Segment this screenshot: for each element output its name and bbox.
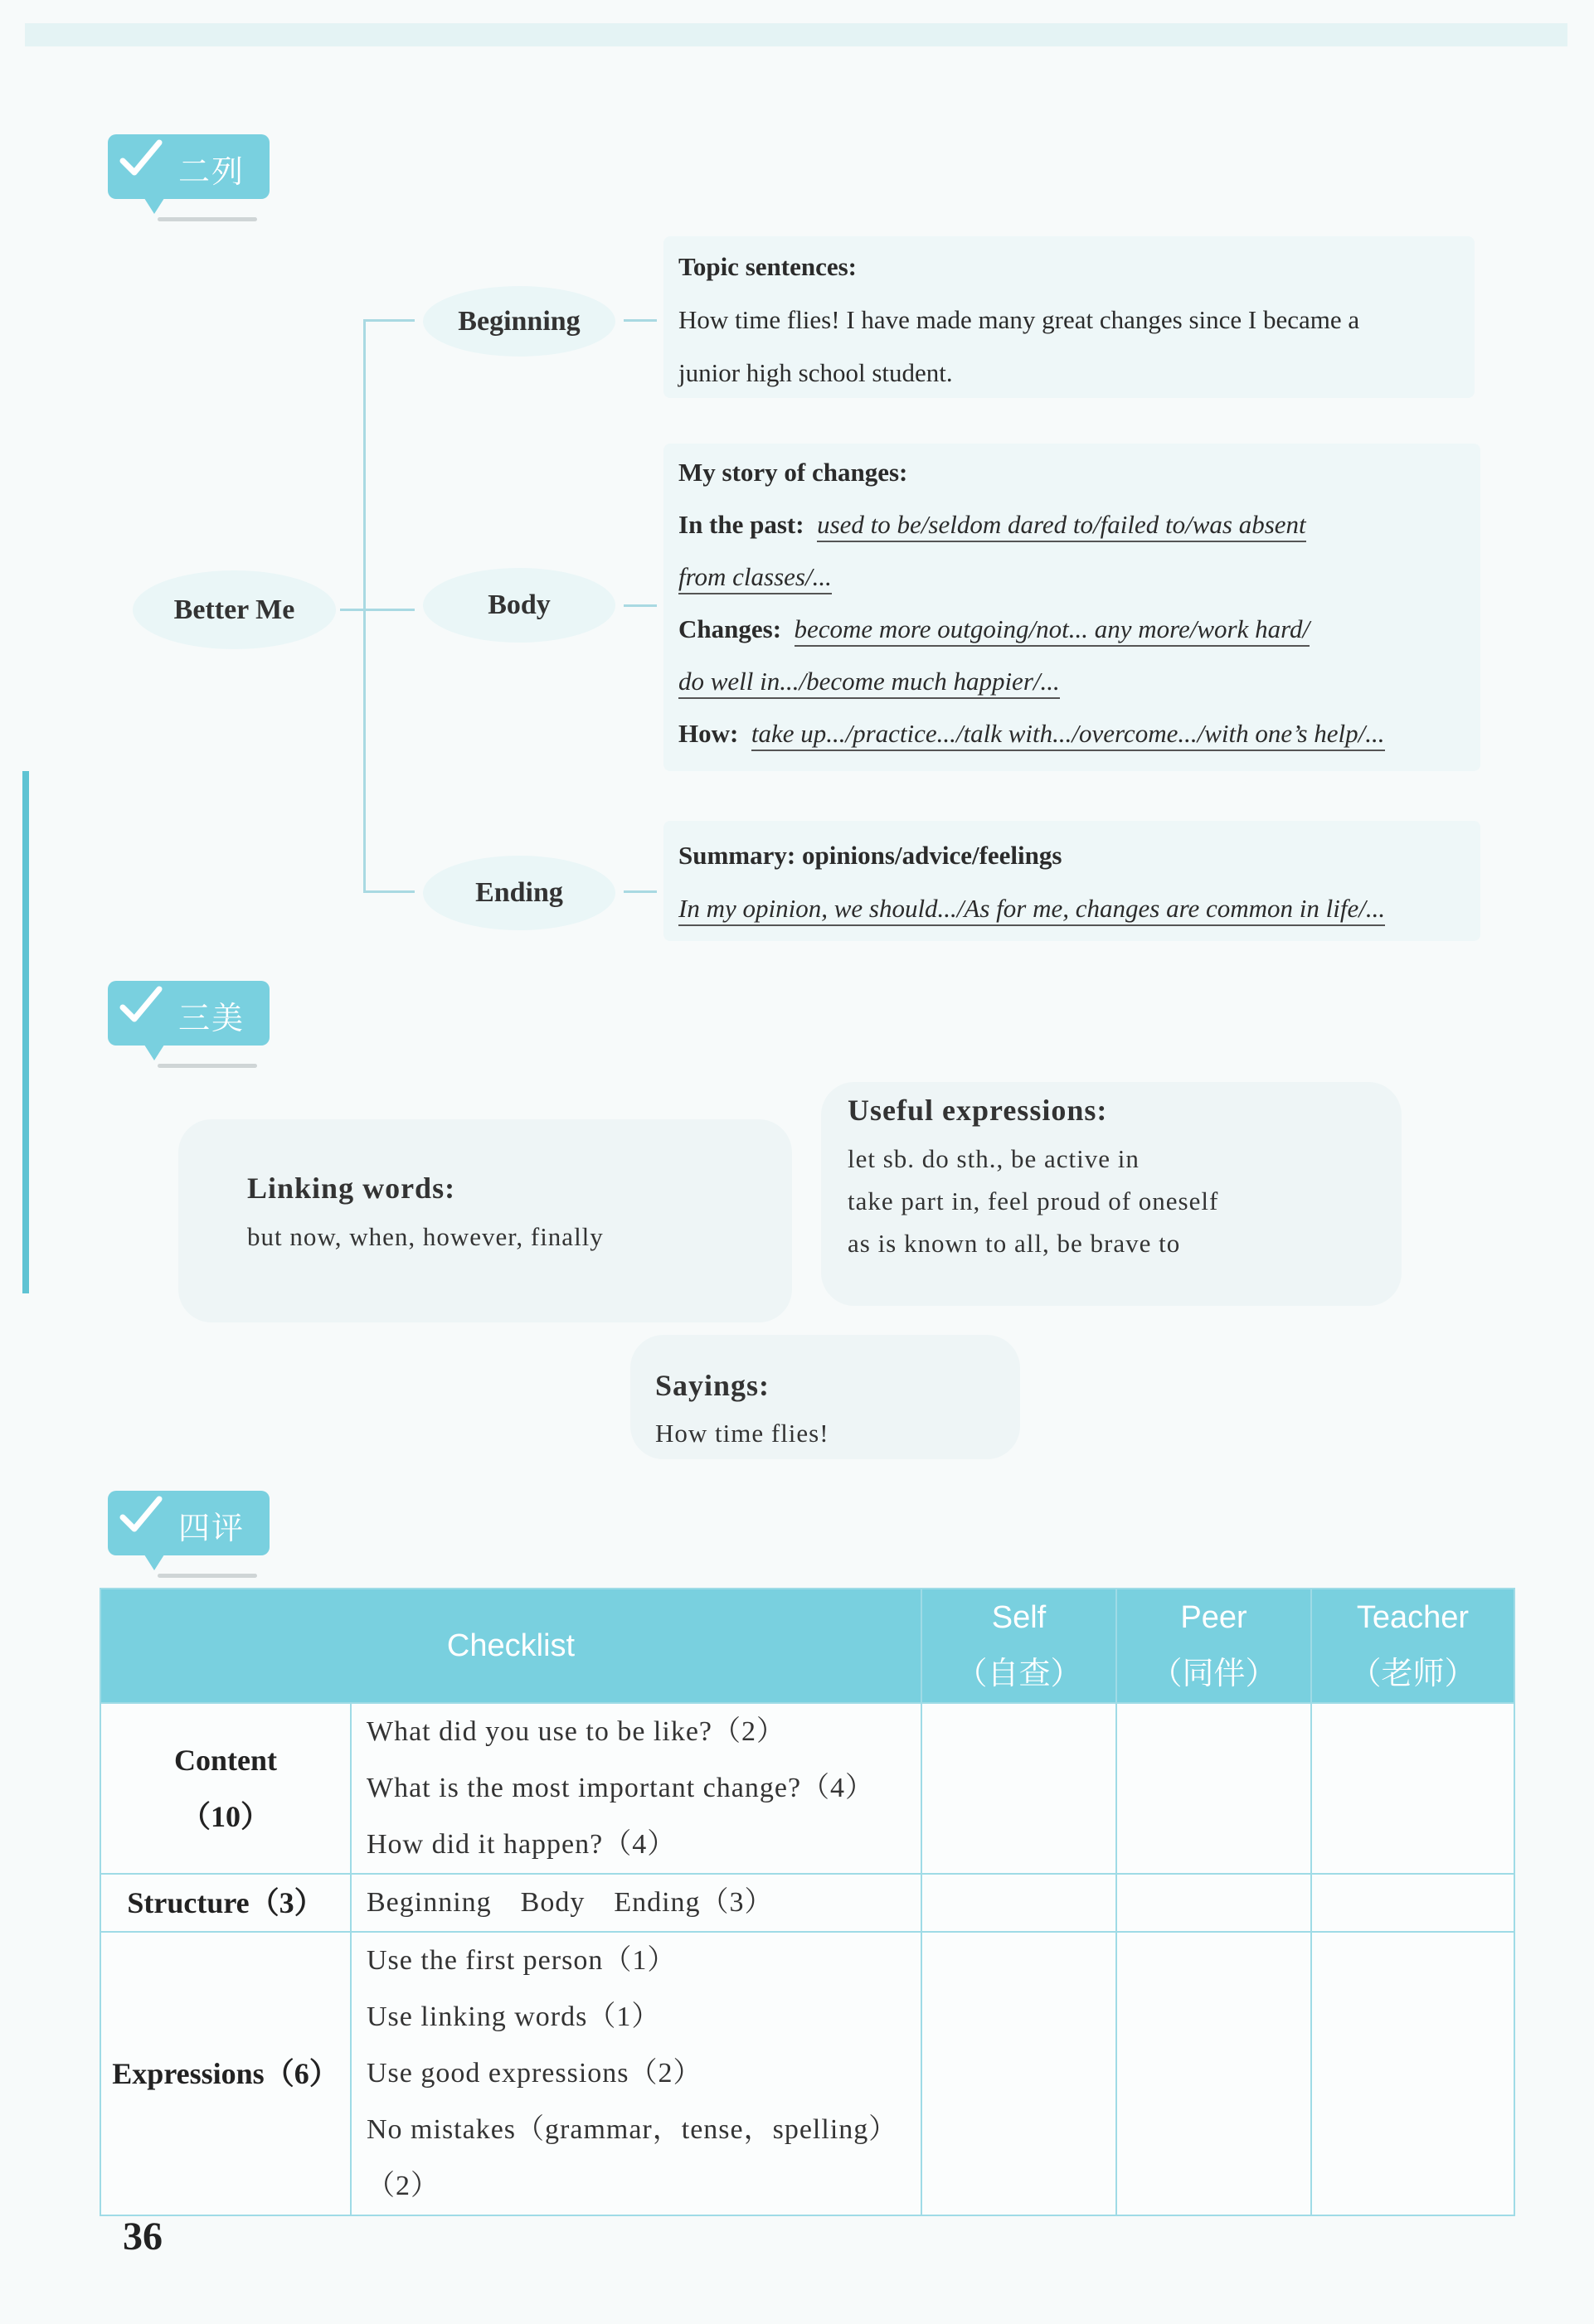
checkmark-icon: [118, 982, 164, 1029]
body-how-text: take up.../practice.../talk with.../overcome.../with one’s help/...: [751, 719, 1385, 751]
table-row-expressions: [100, 1932, 1514, 2215]
node-better-me: Better Me: [133, 570, 336, 649]
structure-items: Beginning Body Ending（3）: [351, 1874, 921, 1932]
node-body: Body: [423, 568, 615, 643]
section-title-plan: 二列: [178, 153, 245, 190]
node-beginning: Beginning: [423, 286, 615, 357]
page-number: 36: [123, 2215, 163, 2259]
section-tag-beauty: [108, 981, 270, 1047]
section-tag-review: [108, 1491, 270, 1557]
section-tag-plan: [108, 134, 270, 201]
peer-score-cell[interactable]: [1116, 1932, 1311, 2215]
beginning-line-2: junior high school student.: [678, 358, 953, 387]
connector-body-panel: [624, 604, 657, 607]
body-past-text-1: used to be/seldom dared to/failed to/was absent: [817, 510, 1306, 542]
body-past-line: In the past: used to be/seldom dared to/failed to/was absent: [678, 498, 1306, 551]
ending-line-1: In my opinion, we should.../As for me, changes are common in life/...: [678, 882, 1385, 935]
connector-beginning: [363, 319, 415, 322]
connector-ending: [363, 890, 415, 893]
connector-trunk: [363, 319, 366, 891]
body-past-line-2: from classes/...: [678, 551, 832, 604]
useful-expressions-heading: Useful expressions:: [848, 1094, 1108, 1127]
peer-score-cell[interactable]: [1116, 1874, 1311, 1932]
section-title-beauty: 三美: [178, 1000, 245, 1036]
self-score-cell[interactable]: [921, 1932, 1116, 2215]
category-content: Content （10）: [100, 1703, 351, 1874]
section-title-review: 四评: [178, 1510, 245, 1546]
header-peer: Peer （同伴）: [1116, 1589, 1311, 1703]
checkmark-icon: [118, 136, 164, 182]
connector-ending-panel: [624, 890, 657, 893]
teacher-score-cell[interactable]: [1311, 1874, 1514, 1932]
self-score-cell[interactable]: [921, 1703, 1116, 1874]
connector-beginning-panel: [624, 319, 657, 322]
table-row-content: [100, 1703, 1514, 1874]
useful-expressions-line-1: let sb. do sth., be active in: [848, 1144, 1140, 1173]
body-changes-text-1: become more outgoing/not... any more/work hard/: [795, 614, 1310, 647]
body-heading: My story of changes:: [678, 458, 908, 487]
self-score-cell[interactable]: [921, 1874, 1116, 1932]
left-edge-bar: [22, 771, 29, 1293]
table-row-structure: [100, 1874, 1514, 1932]
checklist-table: [100, 1588, 1515, 2216]
content-items: What did you use to be like?（2） What is the most important change?（4） How did it happen?（4）: [351, 1703, 921, 1874]
header-teacher: Teacher （老师）: [1311, 1589, 1514, 1703]
useful-expressions-line-2: take part in, feel proud of oneself: [848, 1186, 1219, 1215]
sayings-heading: Sayings:: [655, 1369, 770, 1402]
category-expressions: Expressions（6）: [100, 1932, 351, 2215]
header-checklist: Checklist: [100, 1589, 921, 1703]
linking-words-text: but now, when, however, finally: [247, 1222, 604, 1251]
header-self: Self （自查）: [921, 1589, 1116, 1703]
body-changes-line: Changes: become more outgoing/not... any more/work hard/: [678, 603, 1310, 656]
checklist-header-row: [100, 1589, 1514, 1703]
connector-center: [340, 609, 415, 611]
sayings-text: How time flies!: [655, 1419, 829, 1448]
top-decoration-bar: [25, 23, 1567, 46]
category-structure: Structure（3）: [100, 1874, 351, 1932]
body-how-line: How: take up.../practice.../talk with.../overcome.../with one’s help/...: [678, 707, 1385, 760]
beginning-heading: Topic sentences:: [678, 252, 857, 281]
teacher-score-cell[interactable]: [1311, 1932, 1514, 2215]
peer-score-cell[interactable]: [1116, 1703, 1311, 1874]
beginning-line-1: How time flies! I have made many great changes since I became a: [678, 305, 1360, 334]
useful-expressions-line-3: as is known to all, be brave to: [848, 1229, 1181, 1258]
expressions-items: Use the first person（1） Use linking words（1） Use good expressions（2） No mistakes（grammar，tense，spelling） （2）: [351, 1932, 921, 2215]
ending-heading: Summary: opinions/advice/feelings: [678, 841, 1062, 870]
teacher-score-cell[interactable]: [1311, 1703, 1514, 1874]
linking-words-heading: Linking words:: [247, 1172, 456, 1205]
checkmark-icon: [118, 1492, 164, 1539]
node-ending: Ending: [423, 856, 615, 930]
body-changes-line-2: do well in.../become much happier/...: [678, 655, 1060, 708]
